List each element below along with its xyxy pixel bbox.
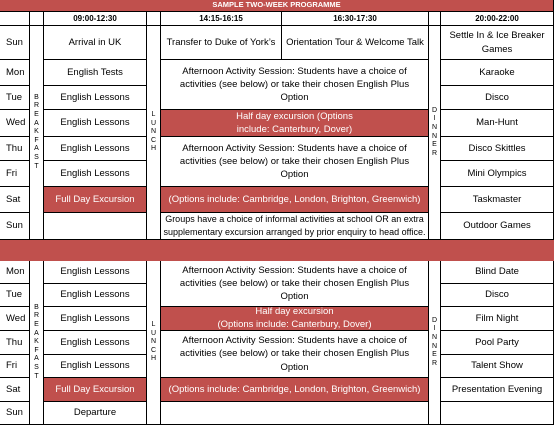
morning-activity: English Lessons — [44, 261, 147, 284]
morning-activity: Full Day Excursion — [44, 378, 147, 402]
day-label: Sun — [0, 213, 30, 240]
day-label: Wed — [0, 110, 30, 137]
morning-activity: English Lessons — [44, 355, 147, 378]
afternoon-activity-session: Afternoon Activity Session: Students have a choice of activities (see below) or take their chosen English Plus Option — [161, 60, 429, 110]
evening-activity: Pool Party — [441, 331, 554, 355]
breakfast-column: B R E A K F A S T — [30, 261, 44, 425]
sunday-afternoon-empty — [161, 402, 429, 425]
full-day-excursion-options: (Options include: Cambridge, London, Brighton, Greenwich) — [161, 378, 429, 402]
evening-activity: Disco — [441, 86, 554, 110]
day-label: Sat — [0, 187, 30, 213]
half-day-excursion — [161, 307, 429, 331]
morning-activity: English Lessons — [44, 307, 147, 331]
afternoon-activity-session: Afternoon Activity Session: Students have a choice of activities (see below) or take their chosen English Plus Option — [161, 261, 429, 307]
morning-activity: Departure — [44, 402, 147, 425]
day-label: Wed — [0, 307, 30, 331]
day-label: Fri — [0, 355, 30, 378]
morning-activity: English Lessons — [44, 284, 147, 307]
half-day-options: (Options include: Canterbury, Dover) — [217, 318, 372, 330]
day-label: Thu — [0, 137, 30, 161]
day-label: Mon — [0, 60, 30, 86]
evening-activity: Mini Olympics — [441, 161, 554, 187]
half-day-title: Half day excursion — [255, 307, 334, 318]
header-blank-day — [0, 12, 30, 26]
evening-activity: Blind Date — [441, 261, 554, 284]
evening-activity: Talent Show — [441, 355, 554, 378]
day-label: Tue — [0, 284, 30, 307]
evening-activity: Disco — [441, 284, 554, 307]
header-late-afternoon: 16:30-17:30 — [282, 12, 429, 26]
header-blank-lunch — [147, 12, 161, 26]
evening-activity: Karaoke — [441, 60, 554, 86]
sunday-transfer: Transfer to Duke of York’s — [161, 26, 282, 60]
morning-activity: Arrival in UK — [44, 26, 147, 60]
lunch-column: L U N C H — [147, 261, 161, 425]
morning-activity: English Lessons — [44, 110, 147, 137]
afternoon-activity-session: Afternoon Activity Session: Students have a choice of activities (see below) or take their chosen English Plus Option — [161, 331, 429, 378]
header-blank-dinner — [429, 12, 441, 26]
day-label: Sun — [0, 26, 30, 60]
morning-activity: English Tests — [44, 60, 147, 86]
day-label: Thu — [0, 331, 30, 355]
day-label: Sun — [0, 402, 30, 425]
header-morning: 09:00-12:30 — [44, 12, 147, 26]
morning-activity: English Lessons — [44, 86, 147, 110]
half-day-excursion: Half day excursion (Options include: Canterbury, Dover) — [161, 110, 429, 137]
header-evening: 20:00-22:00 — [441, 12, 554, 26]
afternoon-activity-session: Afternoon Activity Session: Students have a choice of activities (see below) or take their chosen English Plus Option — [161, 137, 429, 187]
evening-activity: Settle In & Ice Breaker Games — [441, 26, 554, 60]
day-label: Fri — [0, 161, 30, 187]
day-label: Mon — [0, 261, 30, 284]
header-afternoon: 14:15-16:15 — [161, 12, 282, 26]
page-title: SAMPLE TWO-WEEK PROGRAMME — [0, 0, 554, 12]
sunday-group-options: Groups have a choice of informal activities at school OR an extra supplementary excursion arranged by prior enquiry to head office. — [161, 213, 429, 240]
header-blank-breakfast — [30, 12, 44, 26]
week-separator — [0, 240, 554, 261]
evening-activity: Presentation Evening — [441, 378, 554, 402]
evening-activity: Film Night — [441, 307, 554, 331]
evening-activity: Man-Hunt — [441, 110, 554, 137]
lunch-column: L U N C H — [147, 26, 161, 240]
dinner-column: D I N N E R — [429, 261, 441, 425]
evening-activity: Taskmaster — [441, 187, 554, 213]
evening-activity: Outdoor Games — [441, 213, 554, 240]
breakfast-column: B R E A K F A S T — [30, 26, 44, 240]
morning-activity: English Lessons — [44, 137, 147, 161]
full-day-excursion-options: (Options include: Cambridge, London, Brighton, Greenwich) — [161, 187, 429, 213]
morning-activity — [44, 213, 147, 240]
day-label: Tue — [0, 86, 30, 110]
evening-activity: Disco Skittles — [441, 137, 554, 161]
morning-activity: English Lessons — [44, 331, 147, 355]
morning-activity: English Lessons — [44, 161, 147, 187]
dinner-column: D I N N E R — [429, 26, 441, 240]
sunday-orientation: Orientation Tour & Welcome Talk — [282, 26, 429, 60]
morning-activity: Full Day Excursion — [44, 187, 147, 213]
evening-activity — [441, 402, 554, 425]
day-label: Sat — [0, 378, 30, 402]
